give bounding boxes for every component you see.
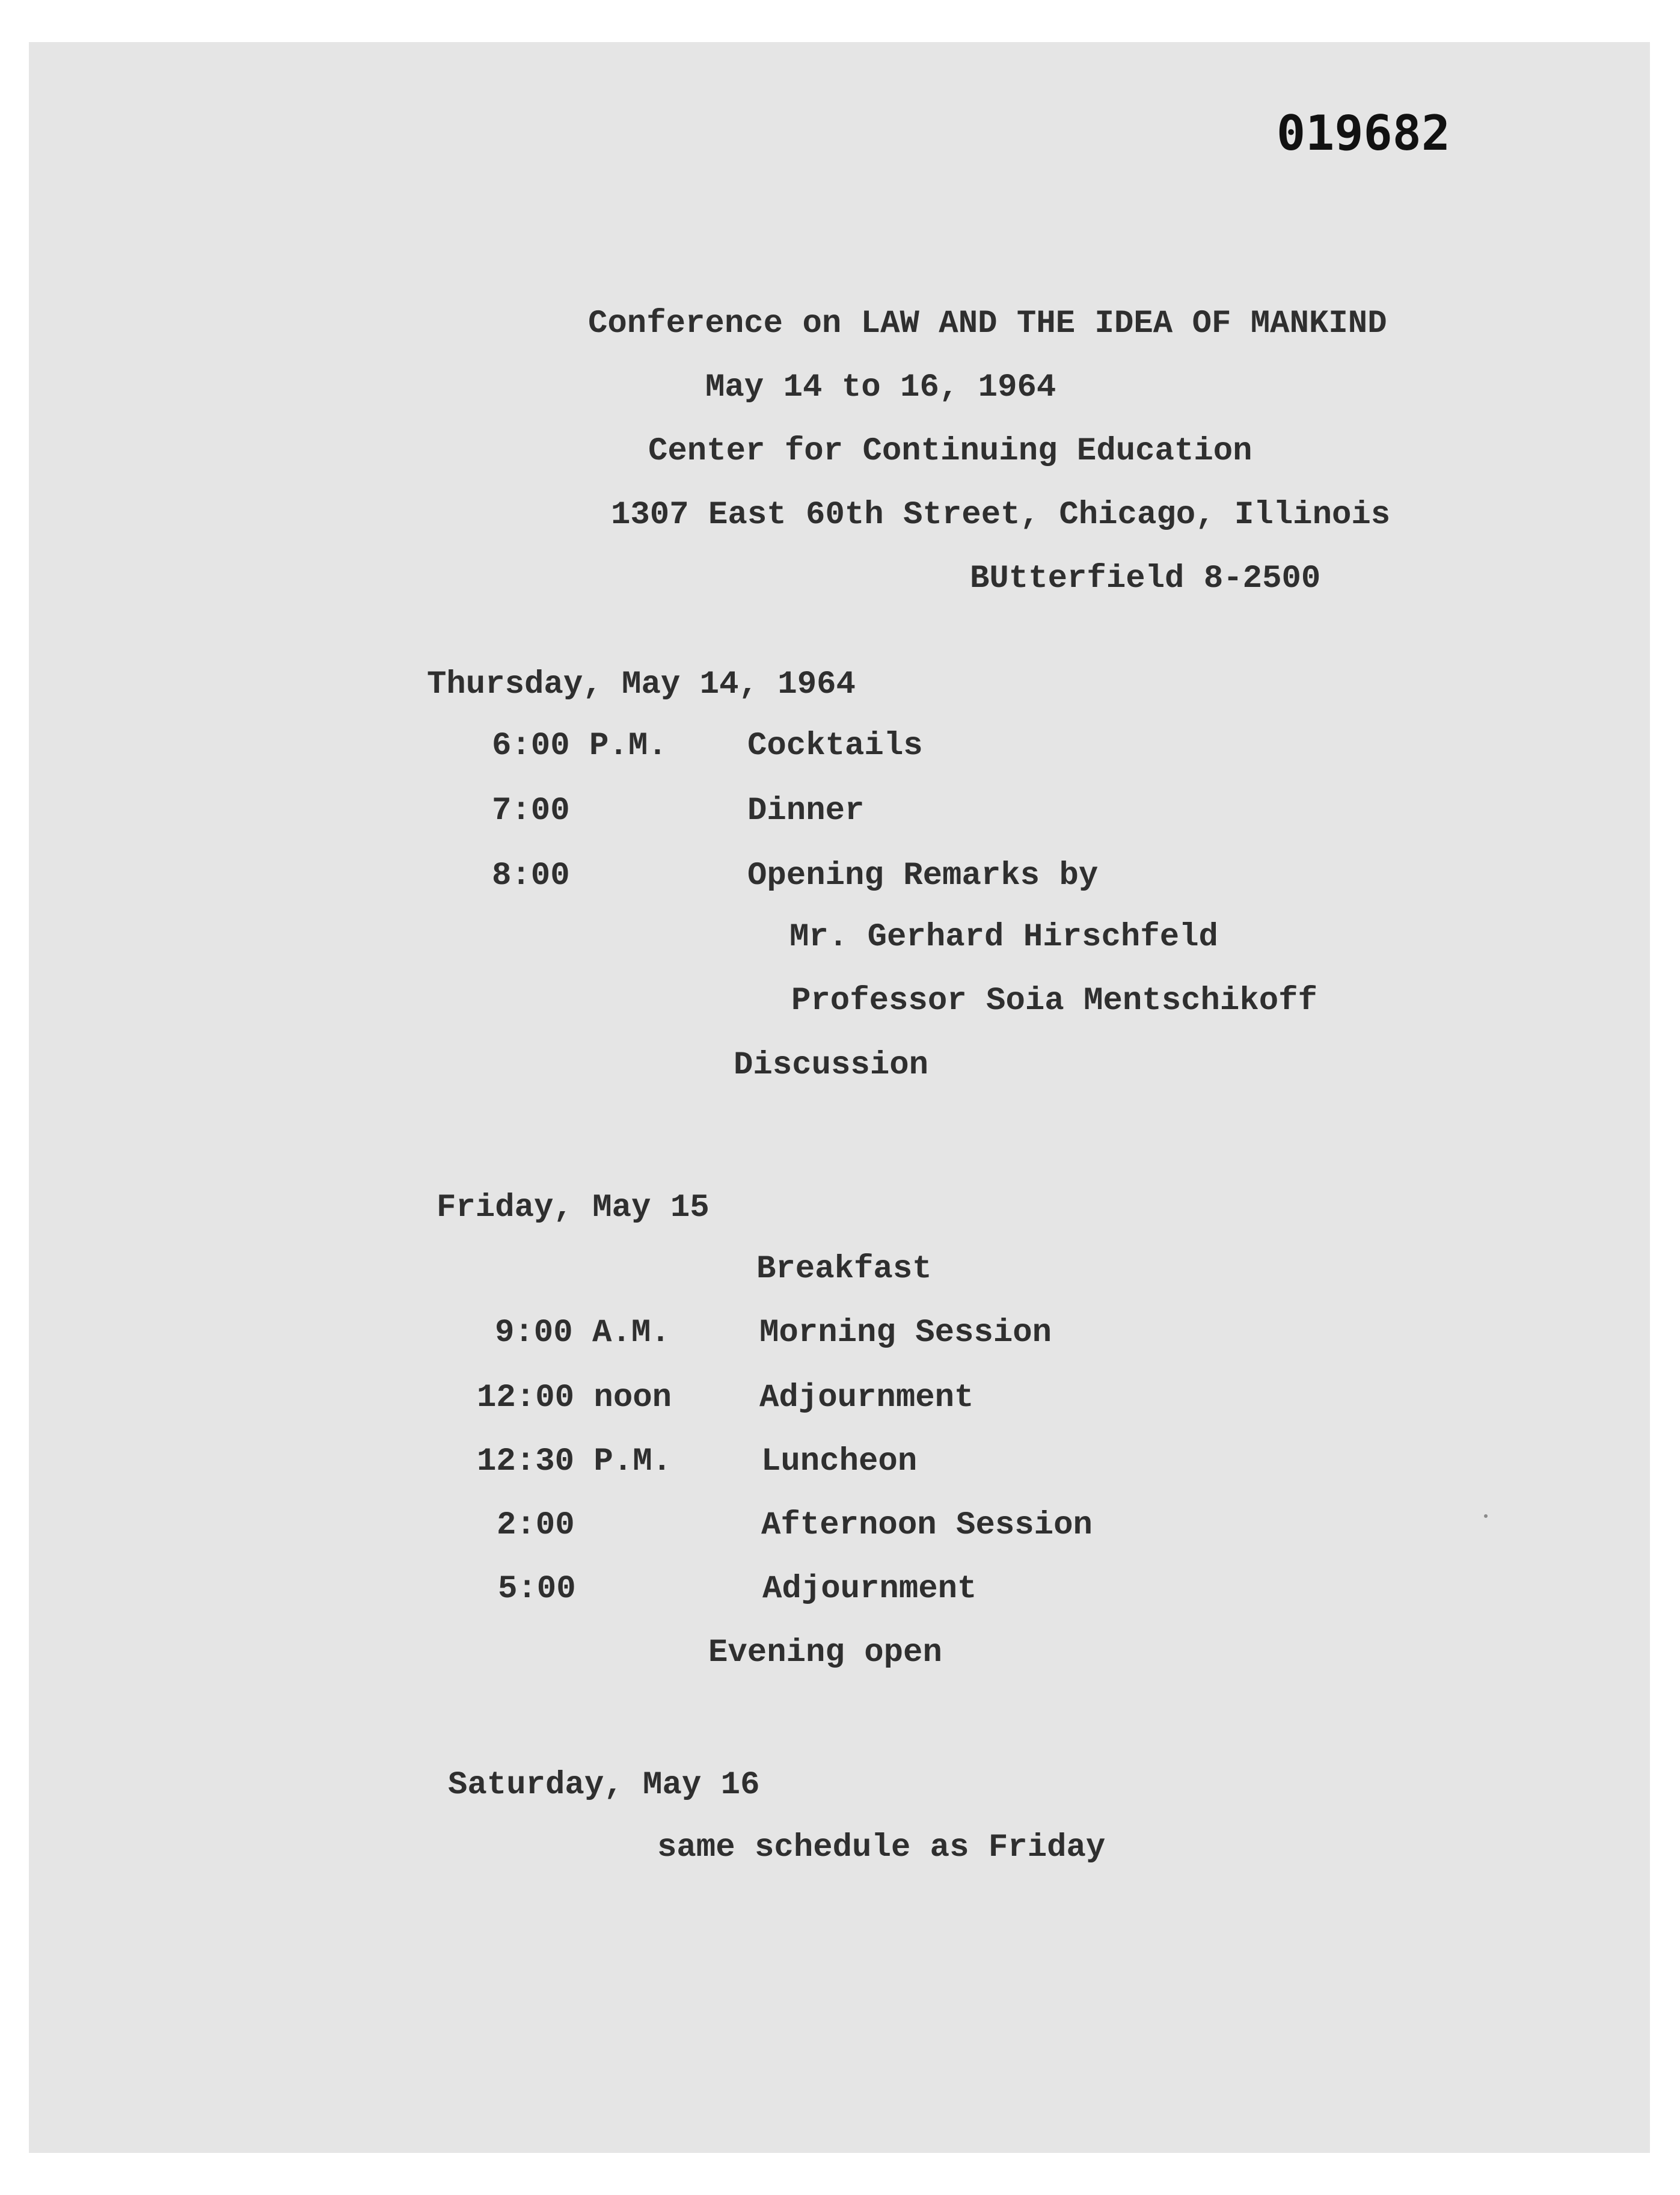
paper-speck [1484, 1514, 1488, 1518]
schedule-event: Opening Remarks by [747, 858, 1099, 894]
schedule-event: Afternoon Session [761, 1507, 1093, 1544]
friday-first: Breakfast [756, 1251, 932, 1288]
schedule-event: Adjournment [759, 1380, 974, 1416]
venue-address: 1307 East 60th Street, Chicago, Illinois [611, 497, 1391, 533]
schedule-time: 6:00 P.M. [492, 728, 667, 764]
venue-name: Center for Continuing Education [648, 433, 1252, 470]
saturday-heading: Saturday, May 16 [448, 1767, 760, 1804]
schedule-time: 12:00 noon [477, 1380, 672, 1416]
schedule-event: Cocktails [747, 728, 923, 764]
schedule-time: 2:00 [497, 1507, 575, 1544]
schedule-time: 5:00 [498, 1571, 576, 1607]
thursday-heading: Thursday, May 14, 1964 [427, 666, 856, 703]
speaker-name: Mr. Gerhard Hirschfeld [789, 919, 1218, 956]
saturday-note: same schedule as Friday [657, 1829, 1106, 1866]
schedule-event: Morning Session [759, 1315, 1052, 1351]
venue-phone: BUtterfield 8-2500 [970, 560, 1321, 597]
conference-dates: May 14 to 16, 1964 [705, 369, 1056, 406]
schedule-time: 9:00 A.M. [495, 1315, 670, 1351]
friday-heading: Friday, May 15 [437, 1190, 710, 1226]
schedule-time: 12:30 P.M. [477, 1443, 672, 1480]
speaker-name: Professor Soia Mentschikoff [791, 983, 1317, 1019]
thursday-closing: Discussion [734, 1047, 929, 1084]
schedule-event: Dinner [747, 793, 865, 829]
document-page [29, 42, 1650, 2153]
document-number: 019682 [1277, 105, 1450, 161]
schedule-event: Luncheon [761, 1443, 918, 1480]
schedule-time: 8:00 [492, 858, 570, 894]
conference-title: Conference on LAW AND THE IDEA OF MANKIND [588, 305, 1387, 342]
friday-closing: Evening open [708, 1635, 942, 1671]
schedule-event: Adjournment [762, 1571, 977, 1607]
schedule-time: 7:00 [492, 793, 570, 829]
